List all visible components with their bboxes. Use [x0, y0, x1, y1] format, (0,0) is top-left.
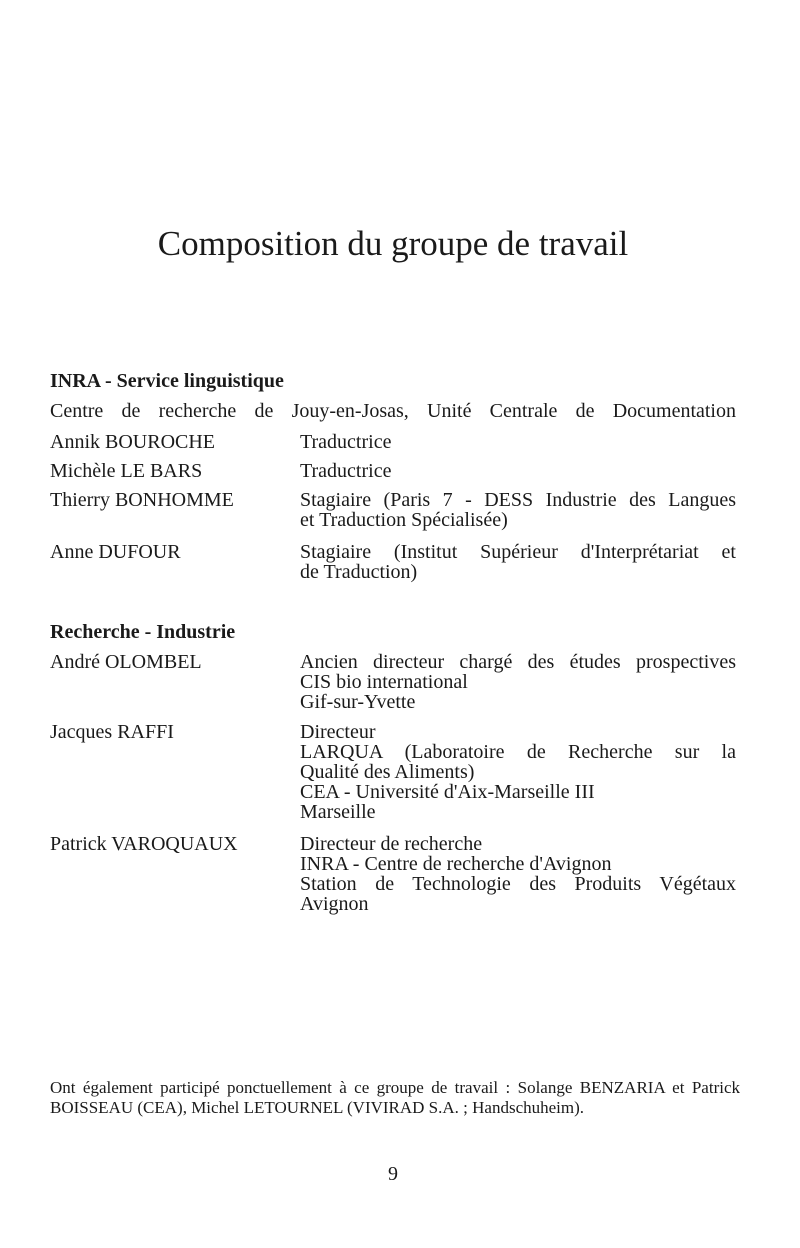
member-role-line: Traductrice [300, 431, 392, 453]
member-role-line: Directeur de recherche [300, 833, 483, 855]
member-name: André OLOMBEL [50, 651, 202, 673]
section-subtitle-inra: Centre de recherche de Jouy-en-Josas, Unité Centrale de Documentation [50, 400, 736, 422]
member-role-line: Marseille [300, 801, 376, 823]
member-role-line: CEA - Université d'Aix-Marseille III [300, 781, 595, 803]
section-heading-inra: INRA - Service linguistique [50, 370, 284, 392]
member-role-line: Directeur [300, 721, 376, 743]
section-heading-industry: Recherche - Industrie [50, 621, 236, 643]
member-role-line: INRA - Centre de recherche d'Avignon [300, 853, 612, 875]
member-role [300, 542, 736, 582]
member-name: Anne DUFOUR [50, 541, 181, 563]
member-role-line: Gif-sur-Yvette [300, 691, 416, 713]
member-role-line: Traductrice [300, 460, 392, 482]
member-role-line: Ancien directeur chargé des études prospectives [300, 651, 736, 673]
member-role [300, 652, 736, 712]
footnote: Ont également participé ponctuellement à ce groupe de travail : Solange BENZARIA et Patrick BOISSEAU (CEA), Michel LETOURNEL (VIVIRAD S.A. ; Handschuheim). [50, 1078, 740, 1117]
member-role-line: de Traduction) [300, 561, 418, 583]
member-name: Patrick VAROQUAUX [50, 833, 238, 855]
member-role [300, 490, 736, 530]
page-number: 9 [388, 1163, 398, 1185]
member-name: Thierry BONHOMME [50, 489, 234, 511]
member-role [300, 834, 736, 914]
member-role-line: Station de Technologie des Produits Végétaux [300, 873, 736, 895]
member-name: Jacques RAFFI [50, 721, 174, 743]
member-role-line: CIS bio international [300, 671, 468, 693]
member-name: Annik BOUROCHE [50, 431, 216, 453]
member-role-line: Avignon [300, 893, 369, 915]
member-role-line: et Traduction Spécialisée) [300, 509, 508, 531]
member-role [300, 432, 736, 452]
member-role-line: LARQUA (Laboratoire de Recherche sur la [300, 741, 736, 763]
member-role-line: Stagiaire (Institut Supérieur d'Interprétariat et [300, 541, 736, 563]
member-role [300, 461, 736, 481]
page-title: Composition du groupe de travail [157, 224, 629, 263]
member-role-line: Stagiaire (Paris 7 - DESS Industrie des Langues [300, 489, 736, 511]
member-role [300, 722, 736, 822]
member-role-line: Qualité des Aliments) [300, 761, 475, 783]
member-name: Michèle LE BARS [50, 460, 203, 482]
